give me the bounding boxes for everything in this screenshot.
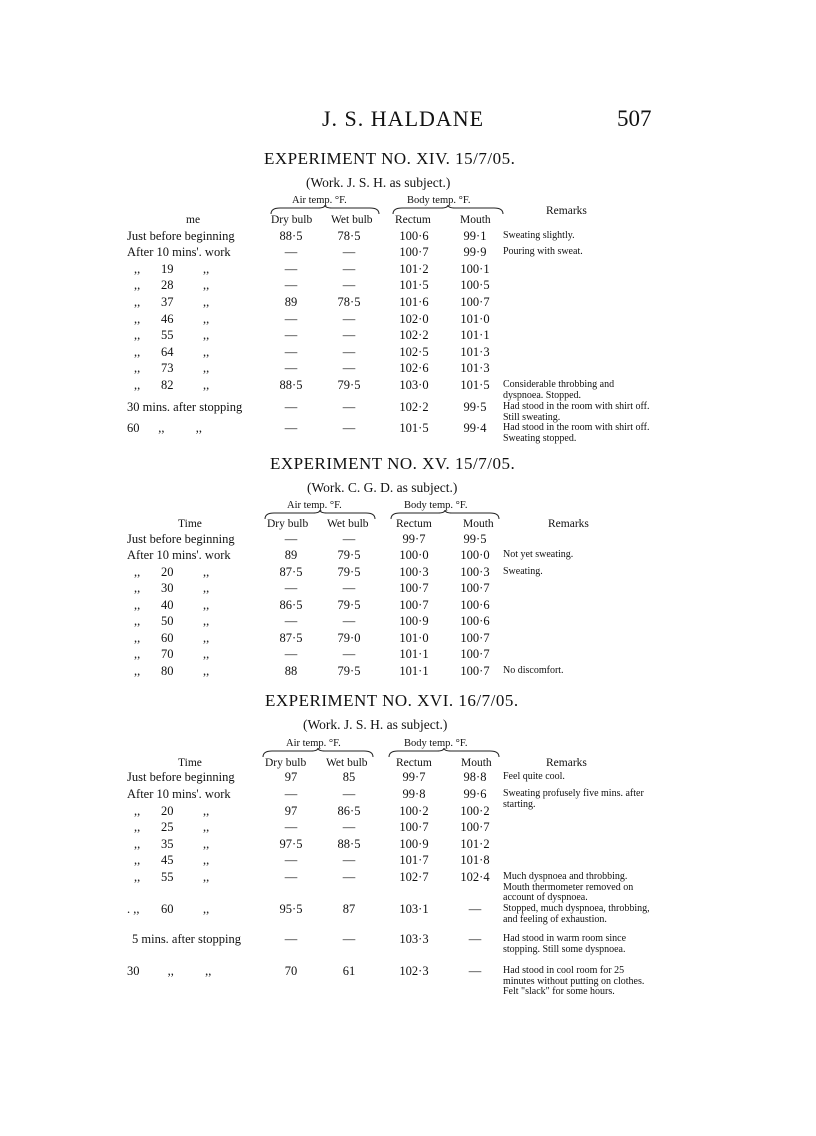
mouth-value: — (468, 932, 482, 946)
ditto-mark: ,, (134, 837, 141, 851)
table-row (0, 631, 816, 647)
table-row (0, 870, 816, 903)
remarks-text: Considerable throbbing and dyspnoea. Stopped. (503, 379, 615, 401)
wet-bulb-header: Wet bulb (331, 214, 373, 226)
wet-bulb-value: — (342, 278, 356, 292)
rectum-value: 100·7 (399, 820, 429, 834)
mouth-value: 100·7 (460, 664, 490, 678)
remarks-text: Much dyspnoea and throbbing. Mouth thermometer removed on account of dyspnoea. (503, 871, 634, 903)
ditto-mark: ,, (134, 647, 141, 661)
table-row (0, 853, 816, 869)
time-label: After 10 mins'. work (127, 548, 231, 562)
rectum-value: 99·8 (402, 787, 426, 801)
wet-bulb-value: — (342, 614, 356, 628)
mouth-value: 100·3 (460, 565, 490, 579)
rectum-value: 101·5 (399, 278, 429, 292)
rectum-value: 100·7 (399, 598, 429, 612)
remarks-text: Had stood in cool room for 25 minutes without putting on clothes. Felt "slack" for some hours. (503, 965, 645, 997)
ditto-mark: ,, (134, 581, 141, 595)
time-label: 30 ,, ,, (127, 964, 212, 978)
time-label: 30 mins. after stopping (127, 400, 243, 414)
minutes-value: 20 (161, 565, 174, 579)
table-row (0, 278, 816, 294)
rectum-value: 103·1 (399, 902, 429, 916)
dry-bulb-value: — (284, 361, 298, 375)
mouth-value: 100·7 (460, 581, 490, 595)
table-row (0, 614, 816, 630)
minutes-value: 55 (161, 870, 174, 884)
rectum-value: 102·2 (399, 400, 429, 414)
minutes-value: 40 (161, 598, 174, 612)
table-row (0, 565, 816, 581)
ditto-mark: ,, (134, 614, 141, 628)
rectum-value: 100·3 (399, 565, 429, 579)
wet-bulb-value: 79·5 (337, 378, 361, 392)
dry-bulb-value: — (284, 328, 298, 342)
remarks-text: Sweating profusely five mins. after starting. (503, 788, 644, 810)
wet-bulb-header: Wet bulb (326, 757, 368, 769)
air-temp-group-label: Air temp. °F. (287, 500, 342, 511)
rectum-value: 99·7 (402, 532, 426, 546)
time-column-header: me (186, 214, 201, 226)
rectum-value: 102·2 (399, 328, 429, 342)
page-number: 507 (617, 106, 652, 131)
ditto-mark: ,, (203, 581, 210, 595)
remarks-header: Remarks (546, 757, 587, 769)
dry-bulb-value: — (284, 245, 298, 259)
rectum-value: 102·6 (399, 361, 429, 375)
mouth-value: 99·4 (463, 421, 487, 435)
minutes-value: 46 (161, 312, 174, 326)
ditto-mark: ,, (134, 565, 141, 579)
mouth-value: 100·5 (460, 278, 490, 292)
mouth-value: 99·5 (463, 400, 487, 414)
dry-bulb-value: 89 (284, 548, 298, 562)
wet-bulb-value: — (342, 932, 356, 946)
ditto-mark: ,, (203, 598, 210, 612)
wet-bulb-value: 79·5 (337, 598, 361, 612)
dry-bulb-value: 87·5 (279, 565, 303, 579)
rectum-header: Rectum (396, 757, 432, 769)
wet-bulb-value: 78·5 (337, 229, 361, 243)
rectum-header: Rectum (396, 518, 432, 530)
wet-bulb-value: — (342, 345, 356, 359)
rectum-value: 100·2 (399, 804, 429, 818)
mouth-value: 100·2 (460, 804, 490, 818)
ditto-mark: ,, (134, 262, 141, 276)
minutes-value: 25 (161, 820, 174, 834)
ditto-mark: ,, (134, 278, 141, 292)
wet-bulb-value: 79·0 (337, 631, 361, 645)
ditto-mark: ,, (203, 278, 210, 292)
dry-bulb-value: 88 (284, 664, 298, 678)
minutes-value: 37 (161, 295, 174, 309)
remarks-header: Remarks (546, 205, 587, 217)
table-row (0, 787, 816, 810)
dry-bulb-value: 89 (284, 295, 298, 309)
minutes-value: 80 (161, 664, 174, 678)
air-temp-group-label: Air temp. °F. (292, 195, 347, 206)
remarks-text: Sweating. (503, 566, 543, 577)
wet-bulb-value: — (342, 312, 356, 326)
ditto-mark: . ,, (127, 902, 140, 916)
table-row (0, 964, 816, 997)
ditto-mark: ,, (134, 328, 141, 342)
mouth-value: — (468, 964, 482, 978)
minutes-value: 30 (161, 581, 174, 595)
dry-bulb-value: — (284, 870, 298, 884)
ditto-mark: ,, (134, 853, 141, 867)
time-column-header: Time (178, 518, 202, 530)
wet-bulb-value: — (342, 361, 356, 375)
ditto-mark: ,, (203, 328, 210, 342)
dry-bulb-value: 97 (284, 804, 298, 818)
mouth-value: 100·6 (460, 598, 490, 612)
mouth-value: 101·3 (460, 345, 490, 359)
dry-bulb-value: — (284, 262, 298, 276)
time-column-header: Time (178, 757, 202, 769)
ditto-mark: ,, (134, 804, 141, 818)
experiment-title: EXPERIMENT NO. XIV. 15/7/05. (264, 149, 516, 168)
dry-bulb-header: Dry bulb (271, 214, 313, 226)
wet-bulb-value: — (342, 820, 356, 834)
rectum-value: 103·0 (399, 378, 429, 392)
wet-bulb-value: — (342, 421, 356, 435)
ditto-mark: ,, (134, 870, 141, 884)
dry-bulb-header: Dry bulb (265, 757, 307, 769)
rectum-value: 103·3 (399, 932, 429, 946)
dry-bulb-value: 95·5 (279, 902, 303, 916)
wet-bulb-value: 79·5 (337, 548, 361, 562)
minutes-value: 35 (161, 837, 174, 851)
page-header (0, 106, 816, 138)
mouth-value: 100·0 (460, 548, 490, 562)
minutes-value: 64 (161, 345, 174, 359)
remarks-header: Remarks (548, 518, 589, 530)
mouth-value: 99·9 (463, 245, 487, 259)
rectum-value: 101·0 (399, 631, 429, 645)
dry-bulb-value: 97·5 (279, 837, 303, 851)
wet-bulb-value: — (342, 245, 356, 259)
mouth-value: 102·4 (460, 870, 490, 884)
rectum-value: 101·2 (399, 262, 429, 276)
rectum-header: Rectum (395, 214, 431, 226)
ditto-mark: ,, (203, 295, 210, 309)
ditto-mark: ,, (203, 378, 210, 392)
dry-bulb-value: — (284, 932, 298, 946)
mouth-value: 99·6 (463, 787, 487, 801)
time-label: After 10 mins'. work (127, 787, 231, 801)
table-row (0, 770, 816, 786)
ditto-mark: ,, (203, 820, 210, 834)
mouth-value: 101·1 (460, 328, 490, 342)
experiment-title: EXPERIMENT NO. XV. 15/7/05. (270, 454, 516, 473)
ditto-mark: ,, (134, 598, 141, 612)
minutes-value: 70 (161, 647, 174, 661)
minutes-value: 82 (161, 378, 174, 392)
wet-bulb-value: 61 (342, 964, 356, 978)
table-row (0, 312, 816, 328)
time-label: 5 mins. after stopping (132, 932, 242, 946)
remarks-text: Feel quite cool. (503, 771, 565, 782)
ditto-mark: ,, (134, 312, 141, 326)
ditto-mark: ,, (134, 295, 141, 309)
mouth-value: 100·7 (460, 647, 490, 661)
table-row (0, 804, 816, 820)
table-row (0, 647, 816, 663)
dry-bulb-header: Dry bulb (267, 518, 309, 530)
wet-bulb-value: — (342, 787, 356, 801)
wet-bulb-value: 79·5 (337, 664, 361, 678)
minutes-value: 50 (161, 614, 174, 628)
experiment-subtitle: (Work. C. G. D. as subject.) (307, 480, 458, 495)
rectum-value: 100·9 (399, 614, 429, 628)
time-label: Just before beginning (127, 532, 235, 546)
mouth-value: 101·5 (460, 378, 490, 392)
rectum-value: 101·7 (399, 853, 429, 867)
minutes-value: 19 (161, 262, 174, 276)
ditto-mark: ,, (203, 804, 210, 818)
wet-bulb-value: — (342, 870, 356, 884)
mouth-value: — (468, 902, 482, 916)
wet-bulb-value: — (342, 647, 356, 661)
rectum-value: 99·7 (402, 770, 426, 784)
dry-bulb-value: — (284, 787, 298, 801)
table-row (0, 262, 816, 278)
dry-bulb-value: 88·5 (279, 229, 303, 243)
remarks-text: No discomfort. (503, 665, 564, 676)
mouth-header: Mouth (463, 518, 494, 530)
wet-bulb-value: 78·5 (337, 295, 361, 309)
rectum-value: 101·5 (399, 421, 429, 435)
ditto-mark: ,, (203, 262, 210, 276)
rectum-value: 101·1 (399, 647, 429, 661)
ditto-mark: ,, (134, 820, 141, 834)
ditto-mark: ,, (203, 902, 210, 916)
mouth-value: 99·1 (463, 229, 487, 243)
body-temp-group-label: Body temp. °F. (404, 738, 468, 749)
dry-bulb-value: — (284, 312, 298, 326)
ditto-mark: ,, (203, 345, 210, 359)
time-label: Just before beginning (127, 229, 235, 243)
wet-bulb-header: Wet bulb (327, 518, 369, 530)
wet-bulb-value: — (342, 853, 356, 867)
mouth-value: 101·2 (460, 837, 490, 851)
ditto-mark: ,, (203, 631, 210, 645)
mouth-value: 100·7 (460, 820, 490, 834)
table-row (0, 932, 816, 955)
table-row (0, 400, 816, 423)
ditto-mark: ,, (203, 565, 210, 579)
wet-bulb-value: — (342, 328, 356, 342)
dry-bulb-value: 97 (284, 770, 298, 784)
rectum-value: 100·0 (399, 548, 429, 562)
body-temp-group-label: Body temp. °F. (404, 500, 468, 511)
mouth-value: 100·1 (460, 262, 490, 276)
mouth-header: Mouth (461, 757, 492, 769)
dry-bulb-value: — (284, 853, 298, 867)
minutes-value: 55 (161, 328, 174, 342)
table-row (0, 328, 816, 344)
table-row (0, 229, 816, 245)
table-row (0, 345, 816, 361)
remarks-text: Pouring with sweat. (503, 246, 583, 257)
table-row (0, 902, 816, 925)
wet-bulb-value: 85 (342, 770, 356, 784)
wet-bulb-value: 79·5 (337, 565, 361, 579)
mouth-header: Mouth (460, 214, 491, 226)
ditto-mark: ,, (203, 312, 210, 326)
ditto-mark: ,, (203, 870, 210, 884)
table-row (0, 581, 816, 597)
table-row (0, 295, 816, 311)
table-row (0, 245, 816, 261)
air-temp-group-label: Air temp. °F. (286, 738, 341, 749)
dry-bulb-value: — (284, 421, 298, 435)
wet-bulb-value: 87 (342, 902, 356, 916)
mouth-value: 99·5 (463, 532, 487, 546)
rectum-value: 100·7 (399, 581, 429, 595)
ditto-mark: ,, (134, 361, 141, 375)
rectum-value: 100·7 (399, 245, 429, 259)
dry-bulb-value: — (284, 581, 298, 595)
table-row (0, 664, 816, 680)
minutes-value: 20 (161, 804, 174, 818)
running-head-author: J. S. HALDANE (322, 106, 485, 131)
dry-bulb-value: — (284, 614, 298, 628)
experiment-subtitle: (Work. J. S. H. as subject.) (303, 717, 448, 732)
remarks-text: Had stood in warm room since stopping. Still some dyspnoea. (503, 933, 627, 955)
wet-bulb-value: — (342, 400, 356, 414)
table-row (0, 361, 816, 377)
rectum-value: 101·6 (399, 295, 429, 309)
rectum-value: 100·9 (399, 837, 429, 851)
table-row (0, 532, 816, 548)
mouth-value: 100·6 (460, 614, 490, 628)
ditto-mark: ,, (134, 378, 141, 392)
table-row (0, 421, 816, 444)
wet-bulb-value: 88·5 (337, 837, 361, 851)
rectum-value: 102·3 (399, 964, 429, 978)
mouth-value: 98·8 (463, 770, 487, 784)
remarks-text: Stopped, much dyspnoea, throbbing, and feeling of exhaustion. (503, 903, 650, 925)
minutes-value: 60 (161, 902, 174, 916)
body-temp-group-label: Body temp. °F. (407, 195, 471, 206)
wet-bulb-value: 86·5 (337, 804, 361, 818)
time-label: 60 ,, ,, (127, 421, 202, 435)
mouth-value: 100·7 (460, 631, 490, 645)
time-label: After 10 mins'. work (127, 245, 231, 259)
minutes-value: 60 (161, 631, 174, 645)
remarks-text: Sweating slightly. (503, 230, 575, 241)
ditto-mark: ,, (203, 647, 210, 661)
mouth-value: 101·3 (460, 361, 490, 375)
dry-bulb-value: — (284, 345, 298, 359)
table-row (0, 820, 816, 836)
minutes-value: 28 (161, 278, 174, 292)
dry-bulb-value: — (284, 400, 298, 414)
mouth-value: 101·0 (460, 312, 490, 326)
table-row (0, 598, 816, 614)
dry-bulb-value: — (284, 532, 298, 546)
wet-bulb-value: — (342, 262, 356, 276)
ditto-mark: ,, (203, 664, 210, 678)
table-row (0, 548, 816, 564)
ditto-mark: ,, (134, 631, 141, 645)
dry-bulb-value: 86·5 (279, 598, 303, 612)
dry-bulb-value: 87·5 (279, 631, 303, 645)
dry-bulb-value: 70 (284, 964, 298, 978)
ditto-mark: ,, (203, 837, 210, 851)
wet-bulb-value: — (342, 581, 356, 595)
rectum-value: 100·6 (399, 229, 429, 243)
rectum-value: 102·0 (399, 312, 429, 326)
mouth-value: 101·8 (460, 853, 490, 867)
table-row (0, 837, 816, 853)
ditto-mark: ,, (203, 361, 210, 375)
time-label: Just before beginning (127, 770, 235, 784)
mouth-value: 100·7 (460, 295, 490, 309)
rectum-value: 101·1 (399, 664, 429, 678)
ditto-mark: ,, (134, 664, 141, 678)
ditto-mark: ,, (203, 614, 210, 628)
minutes-value: 45 (161, 853, 174, 867)
remarks-text: Not yet sweating. (503, 549, 574, 560)
rectum-value: 102·7 (399, 870, 429, 884)
remarks-text: Had stood in the room with shirt off. Sweating stopped. (503, 422, 650, 444)
wet-bulb-value: — (342, 532, 356, 546)
remarks-text: Had stood in the room with shirt off. Still sweating. (503, 401, 650, 423)
table-row (0, 378, 816, 401)
dry-bulb-value: — (284, 820, 298, 834)
ditto-mark: ,, (134, 345, 141, 359)
minutes-value: 73 (161, 361, 174, 375)
rectum-value: 102·5 (399, 345, 429, 359)
experiment-subtitle: (Work. J. S. H. as subject.) (306, 175, 451, 190)
dry-bulb-value: 88·5 (279, 378, 303, 392)
dry-bulb-value: — (284, 647, 298, 661)
ditto-mark: ,, (203, 853, 210, 867)
dry-bulb-value: — (284, 278, 298, 292)
experiment-title: EXPERIMENT NO. XVI. 16/7/05. (265, 691, 519, 710)
